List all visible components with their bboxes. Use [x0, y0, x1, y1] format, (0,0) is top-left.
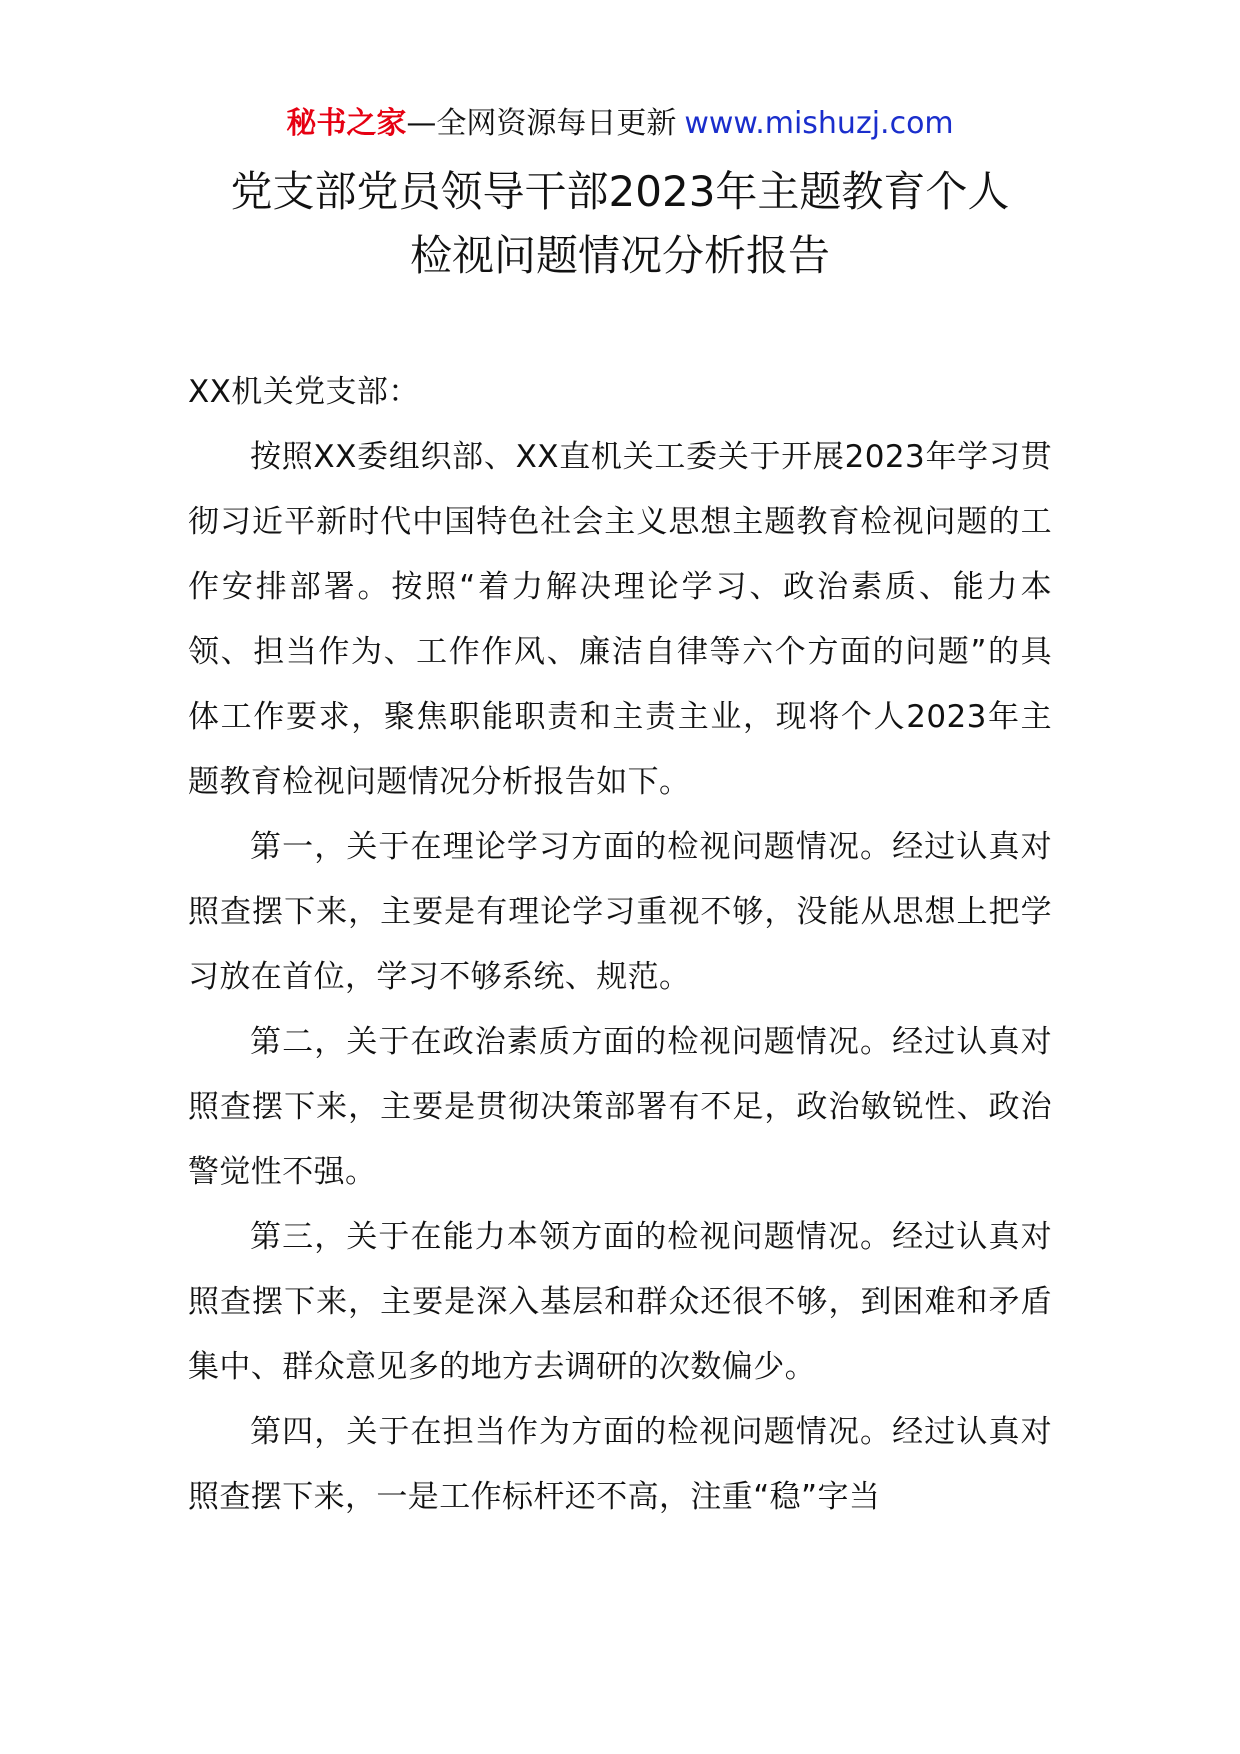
paragraph-responsibility: 第四，关于在担当作为方面的检视问题情况。经过认真对照查摆下来，一是工作标杆还不高，注重“稳”字当 [188, 1414, 1052, 1515]
paragraph-ability: 第三，关于在能力本领方面的检视问题情况。经过认真对照查摆下来，主要是深入基层和群众还很不够，到困难和矛盾集中、群众意见多的地方去调研的次数偏少。 [188, 1219, 1052, 1385]
document-body [188, 360, 1052, 1530]
site-name: 秘书之家 [286, 106, 407, 141]
salutation: XX机关党支部： [188, 374, 420, 410]
paragraph-intro: 按照XX委组织部、XX直机关工委关于开展2023年学习贯彻习近平新时代中国特色社会主义思想主题教育检视问题的工作安排部署。按照“着力解决理论学习、政治素质、能力本领、担当作为、工作作风、廉洁自律等六个方面的问题”的具体工作要求，聚焦职能职责和主责主业，现将个人2023年主题教育检视问题情况分析报告如下。 [188, 439, 1052, 800]
title-line-2: 检视问题情况分析报告 [409, 231, 830, 280]
paragraph-political-quality: 第二，关于在政治素质方面的检视问题情况。经过认真对照查摆下来，主要是贯彻决策部署有不足，政治敏锐性、政治警觉性不强。 [188, 1024, 1052, 1190]
site-tagline: —全网资源每日更新 [406, 106, 677, 141]
paragraph-theory-study: 第一，关于在理论学习方面的检视问题情况。经过认真对照查摆下来，主要是有理论学习重视不够，没能从思想上把学习放在首位，学习不够系统、规范。 [188, 829, 1052, 995]
document-title [0, 160, 1240, 288]
site-header [0, 102, 1240, 146]
site-url-link[interactable]: www.mishuzj.com [684, 106, 954, 141]
title-line-1: 党支部党员领导干部2023年主题教育个人 [230, 167, 1010, 216]
